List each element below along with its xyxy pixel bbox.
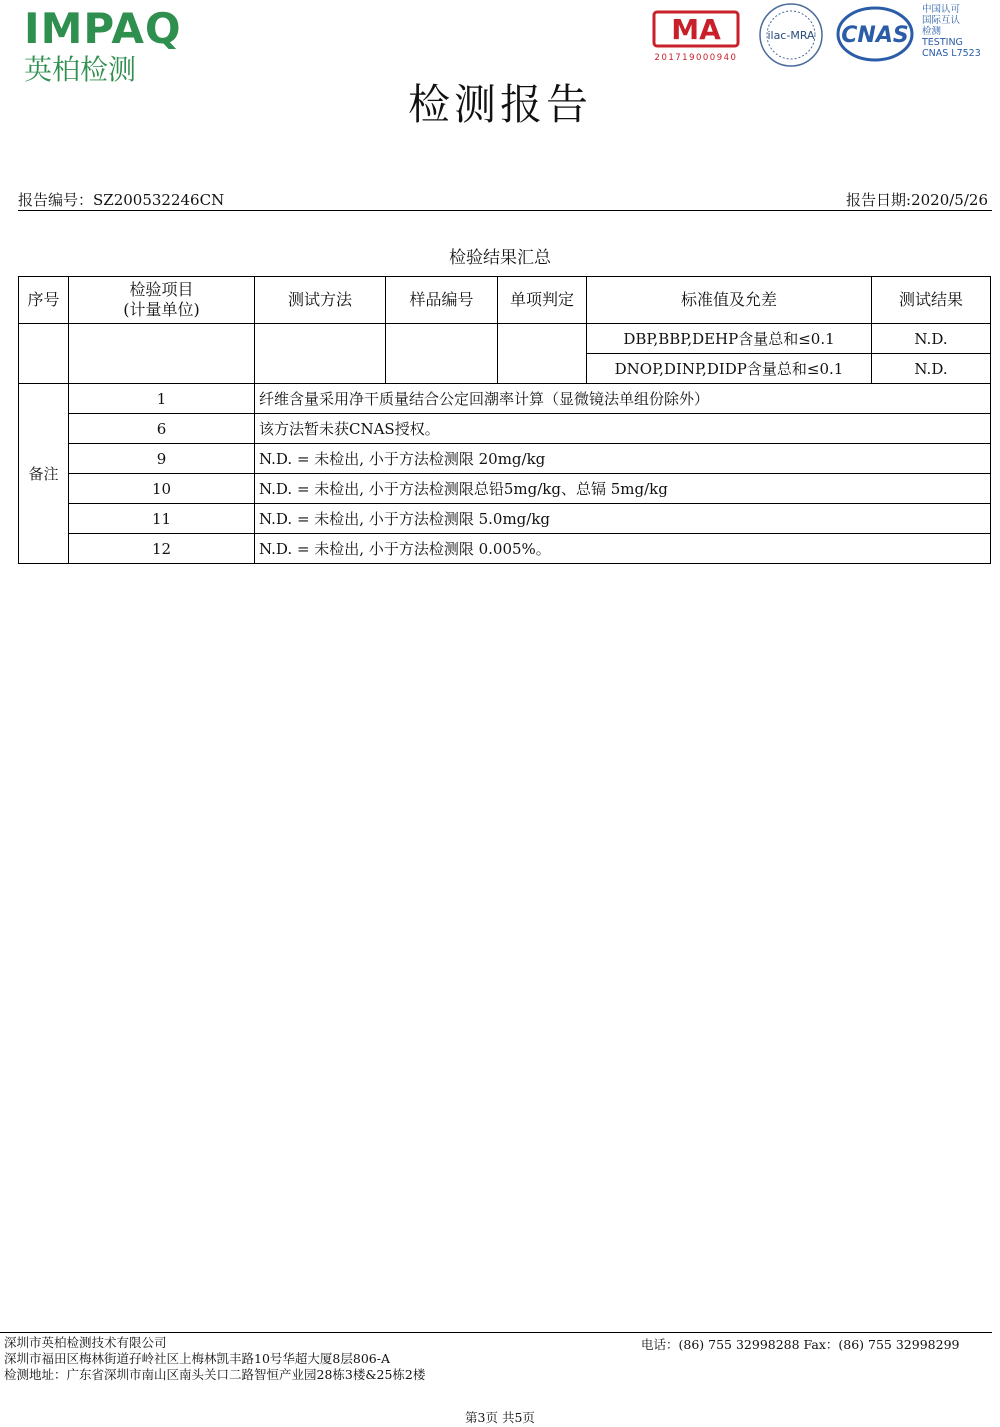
cell-result: N.D. — [872, 324, 991, 354]
footer-company: 深圳市英柏检测技术有限公司 — [4, 1335, 167, 1350]
header-sample: 样品编号 — [386, 277, 498, 324]
report-date-value: 2020/5/26 — [911, 191, 988, 209]
cnas-text-line: CNAS L7523 — [922, 48, 981, 59]
cma-number: 201719000940 — [654, 53, 738, 62]
report-title: 检测报告 — [407, 80, 592, 129]
ilac-mra-badge — [758, 2, 824, 68]
note-text: N.D. = 未检出, 小于方法检测限 0.005%。 — [255, 534, 991, 564]
footer-test-address: 检测地址：广东省深圳市南山区南头关口二路智恒产业园28栋3楼&25栋2楼 — [4, 1367, 426, 1382]
header-divider — [18, 210, 992, 211]
notes-label: 备注 — [19, 384, 69, 564]
header-item-line2: (计量单位) — [123, 300, 200, 319]
report-number-value: SZ200532246CN — [93, 191, 225, 209]
cell-standard: DNOP,DINP,DIDP含量总和≤0.1 — [587, 354, 872, 384]
report-number — [18, 189, 224, 210]
company-logo: IMPAQ — [24, 4, 182, 53]
note-row — [19, 474, 991, 504]
cell-sample — [386, 324, 498, 384]
header-method: 测试方法 — [255, 277, 386, 324]
cma-badge — [648, 6, 744, 62]
header-item — [69, 277, 255, 324]
footer-divider — [0, 1332, 992, 1333]
company-logo-chinese: 英柏检测 — [24, 53, 137, 86]
note-number: 11 — [69, 504, 255, 534]
footer-company-info — [4, 1335, 425, 1383]
cell-item — [69, 324, 255, 384]
note-text: N.D. = 未检出, 小于方法检测限 20mg/kg — [255, 444, 991, 474]
cnas-text-line: 中国认可 — [922, 4, 961, 15]
ilac-label: ilac-MRA — [767, 29, 815, 42]
footer-contact: 电话：(86) 755 32998288 Fax：(86) 755 32998299 — [641, 1337, 960, 1352]
note-row — [19, 534, 991, 564]
header-standard: 标准值及允差 — [587, 277, 872, 324]
cell-result: N.D. — [872, 354, 991, 384]
results-table — [18, 276, 991, 564]
cell-method — [255, 324, 386, 384]
table-row — [19, 324, 991, 354]
note-text: N.D. = 未检出, 小于方法检测限 5.0mg/kg — [255, 504, 991, 534]
note-row — [19, 504, 991, 534]
note-text: 该方法暂未获CNAS授权。 — [255, 414, 991, 444]
table-header-row — [19, 277, 991, 324]
header-seq: 序号 — [19, 277, 69, 324]
cell-seq — [19, 324, 69, 384]
footer-address: 深圳市福田区梅林街道孖岭社区上梅林凯丰路10号华超大厦8层806-A — [4, 1351, 390, 1366]
header-item-line1: 检验项目 — [129, 280, 194, 299]
cell-standard: DBP,BBP,DEHP含量总和≤0.1 — [587, 324, 872, 354]
cnas-label: CNAS — [841, 23, 909, 48]
cma-label: MA — [671, 13, 721, 46]
note-number: 10 — [69, 474, 255, 504]
note-number: 6 — [69, 414, 255, 444]
report-date — [846, 189, 988, 210]
header-result: 测试结果 — [872, 277, 991, 324]
note-row — [19, 384, 991, 414]
cnas-text-line: 检测 — [922, 26, 942, 37]
note-number: 12 — [69, 534, 255, 564]
report-number-label: 报告编号： — [18, 191, 94, 209]
cell-judgement — [498, 324, 587, 384]
note-row — [19, 444, 991, 474]
note-text: N.D. = 未检出, 小于方法检测限总铅5mg/kg、总镉 5mg/kg — [255, 474, 991, 504]
cnas-badge — [836, 4, 914, 64]
cnas-text-line: 国际互认 — [922, 15, 961, 26]
section-title: 检验结果汇总 — [449, 248, 551, 268]
note-text: 纤维含量采用净干质量结合公定回潮率计算（显微镜法单组份除外） — [255, 384, 991, 414]
cnas-text-line: TESTING — [922, 37, 963, 48]
note-number: 1 — [69, 384, 255, 414]
note-row — [19, 414, 991, 444]
cnas-accreditation-text — [922, 4, 981, 59]
header-judgement: 单项判定 — [498, 277, 587, 324]
report-date-label: 报告日期: — [846, 191, 912, 209]
page-number: 第3页 共5页 — [465, 1410, 535, 1425]
note-number: 9 — [69, 444, 255, 474]
